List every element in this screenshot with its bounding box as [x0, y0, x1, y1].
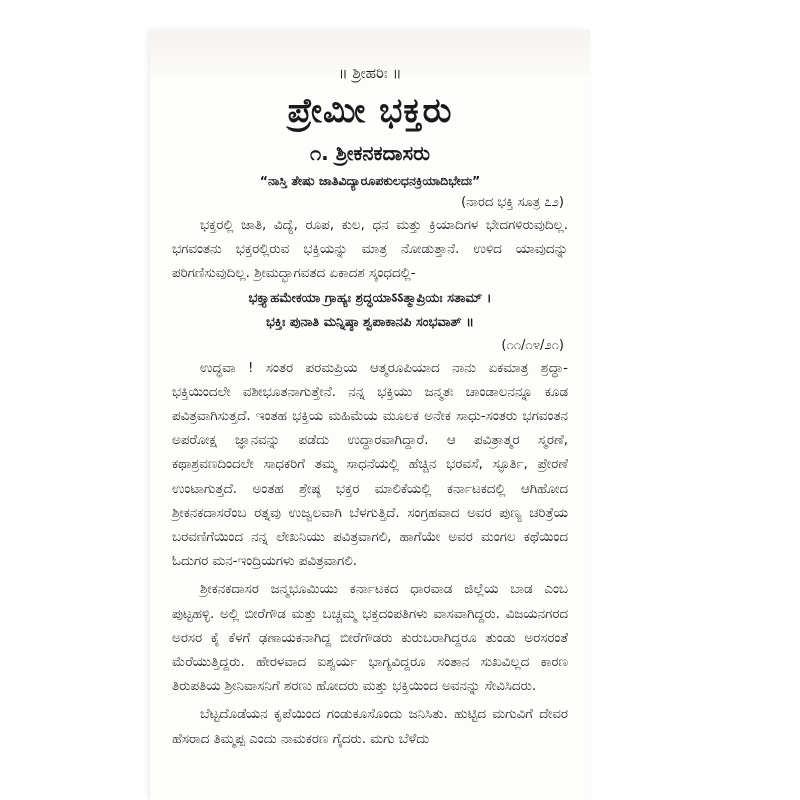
epigraph-quote: “ನಾಸ್ತಿ ತೇಷು ಜಾತಿವಿದ್ಯಾರೂಪಕುಲಧನಕ್ರಿಯಾದಿಭೇದಃ”: [259, 173, 481, 188]
book-page: [150, 30, 590, 800]
verse-reference: (೧೧/೧೪/೨೧): [501, 337, 564, 353]
paragraph-birthplace: ಶ್ರೀಕನಕದಾಸರ ಜನ್ಮಭೂಮಿಯು ಕರ್ನಾಟಕದ ಧಾರವಾಡ ಜಿಲ್ಲೆಯ ಬಾಡ ಎಂಬ ಪುಟ್ಟಹಳ್ಳಿ. ಅಲ್ಲಿ ಬೀರೆಗೌಡ ಮತ್ತು ಬಚ್ಚಮ್ಮ ಭಕ್ತದಂಪತಿಗಳು ವಾಸವಾಗಿದ್ದರು. ವಿಜಯನಗರದ ಅರಸರ ಕೈ ಕೆಳಗೆ ಢಣಾಯಕನಾಗಿದ್ದ ಬೀರೆಗೌಡರು ಕುರುಬರಾಗಿದ್ದರೂ ತುಂಡು ಅರಸರಂತೆ ಮೆರೆಯುತ್ತಿದ್ದರು. ಹೇರಳವಾದ ಐಶ್ವರ್ಯ ಭಾಗ್ಯವಿದ್ದರೂ ಸಂತಾನ ಸುಖವಿಲ್ಲದ ಕಾರಣ ತಿರುಪತಿಯ ಶ್ರೀನಿವಾಸನಿಗೆ ಶರಣು ಹೋದರು ಮತ್ತು ಭಕ್ತಿಯಿಂದ ಅವನನ್ನು ಸೇವಿಸಿದರು.: [172, 582, 568, 695]
page-content: [172, 60, 568, 752]
paragraph-birth: ಬೆಟ್ಟದೊಡೆಯನ ಕೃಪೆಯಿಂದ ಗಂಡುಕೂಸೊಂದು ಜನಿಸಿತು. ಹುಟ್ಟಿದ ಮಗುವಿಗೆ ದೇವರ ಹೆಸರಾದ ತಿಮ್ಮಪ್ಪ ಎಂದು ನಾಮಕರಣ ಗೈದರು. ಮಗು ಬೆಳೆದು: [172, 707, 568, 747]
chapter-title: ೧. ಶ್ರೀಕನಕದಾಸರು: [309, 141, 431, 165]
verse-line-1: ಭಕ್ತ್ಯಾಹಮೇಕಯಾ ಗ್ರಾಹ್ಯಃ ಶ್ರದ್ಧಯಾऽऽತ್ಮಾಪ್ರಿಯಃ ಸತಾಮ್ ।: [248, 290, 492, 306]
page-title: ಪ್ರೇಮೀ ಭಕ್ತರು: [287, 91, 453, 131]
epigraph-source: (ನಾರದ ಭಕ್ತಿ ಸೂತ್ರ ೭೨): [461, 195, 564, 210]
paragraph-intro: ಭಕ್ತರಲ್ಲಿ ಜಾತಿ, ವಿದ್ಯೆ, ರೂಪ, ಕುಲ, ಧನ ಮತ್ತು ಕ್ರಿಯಾದಿಗಳ ಭೇದಗಳಿರುವುದಿಲ್ಲ. ಭಗವಂತನು ಭಕ್ತರಲ್ಲಿರುವ ಭಕ್ತಿಯನ್ನು ಮಾತ್ರ ನೋಡುತ್ತಾನೆ. ಉಳಿದ ಯಾವುದನ್ನು ಪರಿಗಣಿಸುವುದಿಲ್ಲ. ಶ್ರೀಮದ್ಭಾಗವತದ ಏಕಾದಶ ಸ್ಕಂಧದಲ್ಲಿ-: [172, 218, 568, 282]
verse-line-2: ಭಕ್ತಿಃ ಪುನಾತಿ ಮನ್ನಿಷ್ಠಾ ಶ್ವಪಾಕಾನಪಿ ಸಂಭವಾತ್ ॥: [266, 314, 474, 330]
invocation: ॥ ಶ್ರೀಹರಿಃ ॥: [338, 64, 402, 82]
paragraph-uddhava: ಉದ್ಧವಾ ! ಸಂತರ ಪರಮಪ್ರಿಯ ಆತ್ಮರೂಪಿಯಾದ ನಾನು ಏಕಮಾತ್ರ ಶ್ರದ್ಧಾ-ಭಕ್ತಿಯಿಂದಲೇ ವಶೀಭೂತನಾಗುತ್ತೇನೆ. ನನ್ನ ಭಕ್ತಿಯು ಜನ್ಮತಃ ಚಾಂಡಾಲನನ್ನೂ ಕೂಡ ಪವಿತ್ರವಾಗಿಸುತ್ತದೆ. ಇಂತಹ ಭಕ್ತಿಯ ಮಹಿಮೆಯ ಮೂಲಕ ಅನೇಕ ಸಾಧು-ಸಂತರು ಭಗವಂತನ ಅಪರೋಕ್ಷ ಜ್ಞಾನವನ್ನು ಪಡೆದು ಉದ್ಧಾರವಾಗಿದ್ದಾರೆ. ಆ ಪವಿತ್ರಾತ್ಮರ ಸ್ಮರಣೆ, ಕಥಾಶ್ರವಣದಿಂದಲೇ ಸಾಧಕರಿಗೆ ತಮ್ಮ ಸಾಧನೆಯಲ್ಲಿ ಹೆಚ್ಚಿನ ಭರವಸೆ, ಸ್ಫೂರ್ತಿ, ಪ್ರೇರಣೆ ಉಂಟಾಗುತ್ತದೆ. ಅಂತಹ ಶ್ರೇಷ್ಠ ಭಕ್ತರ ಮಾಲಿಕೆಯಲ್ಲಿ ಕರ್ನಾಟಕದಲ್ಲಿ ಆಗಿಹೋದ ಶ್ರೀಕನಕದಾಸರೆಂಬ ರತ್ನವು ಉಜ್ವಲವಾಗಿ ಬೆಳಗುತ್ತಿದೆ. ಸಂಗ್ರಹವಾದ ಅವರ ಪುಣ್ಯ ಚರಿತ್ರೆಯ ಬರವಣಿಗೆಯಿಂದ ನನ್ನ ಲೇಖನಿಯು ಪವಿತ್ರವಾಗಲಿ, ಹಾಗೆಯೇ ಅವರ ಮಂಗಲ ಕಥೆಯಿಂದ ಓದುಗರ ಮನ-ಇಂದ್ರಿಯಗಳು ಪವಿತ್ರವಾಗಲಿ.: [172, 360, 568, 570]
